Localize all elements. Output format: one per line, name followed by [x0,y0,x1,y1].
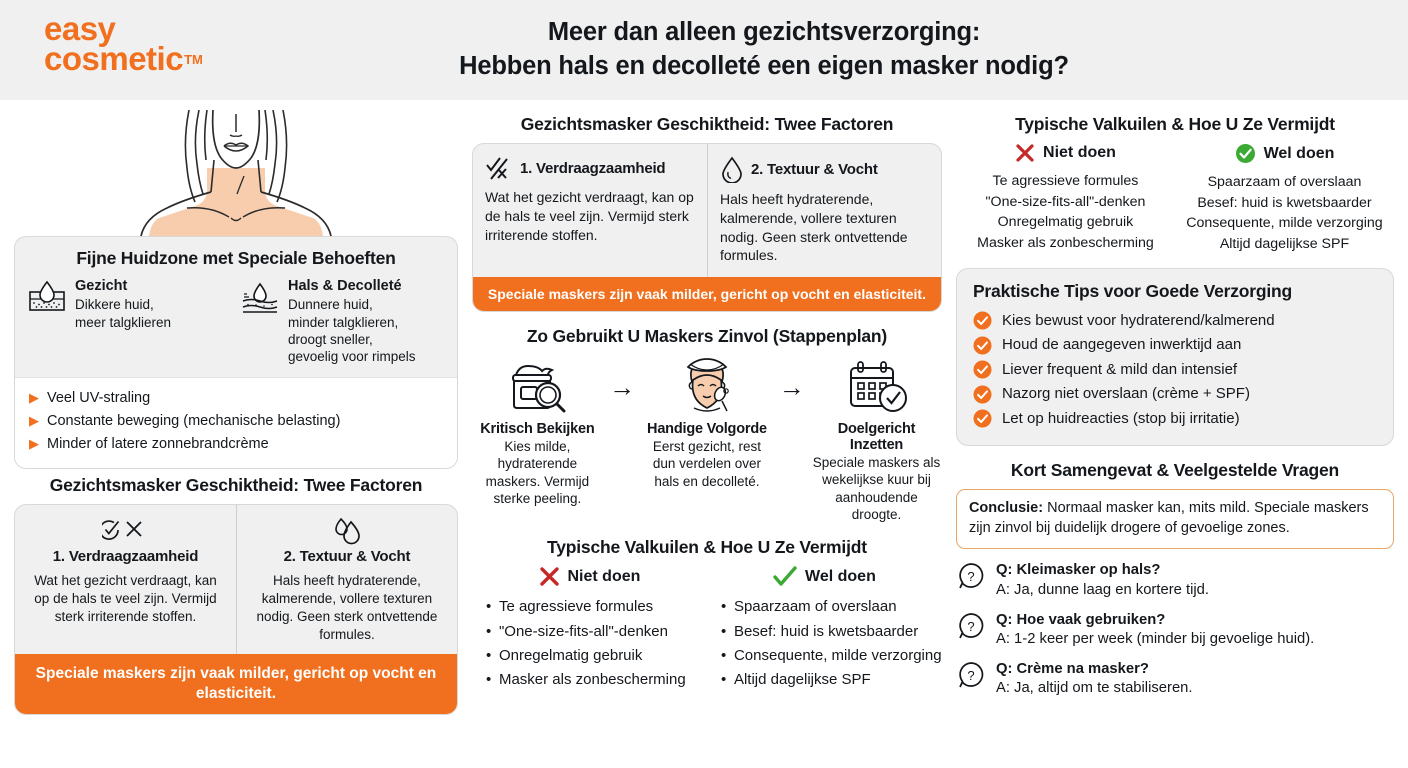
list-item: • Masker als zonbescherming [486,668,707,692]
right-pitfalls-dont-list [956,171,1175,253]
faq-answer: A: 1-2 keer per week (minder bij gevoelige huid). [995,631,1315,648]
step-heading: Handige Volgorde [647,421,767,438]
woman-neck-decollete-illustration-svg [111,110,361,236]
list-item: • Consequente, milde verzorging [721,644,942,668]
brand-logo-line1: easy [44,10,116,47]
left-factor-tolerance-label: 1. Verdraagzaamheid [52,547,199,565]
step-item [811,355,942,523]
cream-jar-magnifier-icon [502,359,572,415]
left-factor-texture [236,505,457,654]
green-check-icon [773,566,797,587]
right-pitfalls-dont-label: Niet doen [1043,144,1116,161]
thin-skin-layer-droplet-icon [240,278,280,365]
right-pitfalls-do-list [1175,172,1394,254]
red-cross-icon [1015,143,1035,163]
skin-zone-face-heading: Gezicht [75,278,128,294]
mid-factor-texture [707,144,941,277]
brand-logo [44,10,203,78]
tip-item [973,382,1377,407]
skin-zone-bullet [29,387,443,410]
droplet-icon [330,515,364,545]
conclusion-box [956,489,1394,549]
step-heading: Kritisch Bekijken [480,421,595,438]
list-item: Spaarzaam of overslaan [1207,174,1362,190]
skin-zone-bullet [29,433,443,456]
content-columns [0,100,1408,715]
page-title-line2: Hebben hals en decolleté een eigen masker nodig? [459,52,1069,80]
svg-text:?: ? [967,668,975,684]
faq-question: Q: Crème na masker? [995,661,1149,678]
faq-text [996,561,1209,599]
svg-text:?: ? [967,618,975,634]
mid-pitfalls-do-list [707,595,942,692]
mid-factor-texture-label: 2. Textuur & Vocht [750,160,878,178]
tip-label: Let op huidreacties (stop bij irritatie) [1001,409,1240,427]
question-bubble-icon [956,660,986,690]
list-item: • Te agressieve formules [486,595,707,619]
skin-zone-bullet [29,410,443,433]
tips-panel [956,268,1394,446]
steps-row [472,355,942,523]
step-body: Speciale maskers als wekelijkse kuur bij aanhoudende droogte. [812,455,941,522]
tip-label: Houd de aangegeven inwerktijd aan [1001,336,1242,354]
list-item: "One-size-fits-all"-denken [985,193,1146,210]
orange-check-circle-icon [973,385,992,404]
list-item: • Besef: huid is kwetsbaarder [721,620,942,644]
orange-check-circle-icon [973,311,992,330]
orange-triangle-icon: ▶ [29,413,39,429]
mid-factor-texture-body: Hals heeft hydraterende, kalmerende, vollere texturen nodig. Geen sterk ontvettende formules. [719,191,908,264]
steps-title: Zo Gebruikt U Maskers Zinvol (Stappenplan) [526,326,888,347]
right-pitfalls-title: Typische Valkuilen & Hoe U Ze Vermijdt [1015,114,1335,134]
mid-factor-texture-head [720,155,929,183]
orange-triangle-icon: ▶ [29,390,39,406]
list-item: Altijd dagelijkse SPF [1219,235,1350,252]
skin-zone-cell-neck [240,278,445,365]
tip-item [973,333,1377,358]
skin-zone-bullet-label: Constante beweging (mechanische belasting) [47,413,341,430]
mid-factor-tolerance-label: 1. Verdraagzaamheid [519,159,666,177]
check-cross-icon [102,515,148,545]
question-bubble-icon [956,561,986,591]
faq-list [956,561,1394,698]
left-factors-panel [14,504,458,716]
left-column [14,108,458,715]
list-item: Besef: huid is kwetsbaarder [1197,194,1372,211]
faq-title: Kort Samengevat & Veelgestelde Vragen [1010,459,1340,480]
trademark-symbol: TM [184,52,203,68]
page-header [0,0,1408,100]
right-pitfalls-do [1175,143,1394,254]
skin-zone-bullets [15,377,457,467]
mid-pitfalls-title: Typische Valkuilen & Hoe U Ze Vermijdt [547,537,867,558]
skin-zone-neck-body: Dunnere huid, minder talgklieren, droogt sneller, gevoelig voor rimpels [287,297,416,365]
left-factors-title: Gezichtsmasker Geschiktheid: Twee Factoren [49,474,423,495]
list-item: Masker als zonbescherming [977,234,1154,251]
skin-zone-panel-title: Fijne Huidzone met Speciale Behoeften [76,248,396,268]
orange-triangle-icon: ▶ [29,436,39,452]
check-cross-icon [485,155,513,181]
mid-pitfalls-do [707,566,942,692]
list-item: • Onregelmatig gebruik [486,644,707,668]
faq-item[interactable] [956,561,1394,599]
step-icon-wrap [811,355,942,419]
faq-text [996,660,1193,698]
mid-factors-panel [472,143,942,312]
tip-label: Kies bewust voor hydraterend/kalmerend [1001,311,1275,329]
step-body: Eerst gezicht, rest dun verdelen over hals en decolleté. [652,439,761,489]
faq-answer: A: Ja, dunne laag en kortere tijd. [995,581,1209,598]
tip-item [973,308,1377,333]
thick-skin-layer-droplet-icon [27,278,67,365]
faq-question: Q: Kleimasker op hals? [995,562,1161,579]
tip-item [973,357,1377,382]
left-factor-texture-label: 2. Textuur & Vocht [283,547,411,565]
tip-label: Liever frequent & mild dan intensief [1001,360,1238,378]
mid-pitfalls-dont-label: Niet doen [567,567,641,585]
list-item: • Altijd dagelijkse SPF [721,668,942,692]
tip-item [973,406,1377,431]
mid-factors-title: Gezichtsmasker Geschiktheid: Twee Factoren [520,114,894,134]
middle-column [472,108,942,715]
left-factor-tolerance-body: Wat het gezicht verdraagt, kan op de hals te veel zijn. Vermijd sterk irriterende stoffen. [34,572,217,624]
step-item [472,355,603,507]
skin-zone-bullet-label: Minder of latere zonnebrandcrème [47,436,269,453]
page-title [0,10,1408,84]
skin-zone-bullet-label: Veel UV-straling [47,390,151,407]
left-factor-texture-head [249,515,445,565]
droplet-icon [720,155,744,183]
skin-zone-panel [14,236,458,469]
mid-pitfalls-do-label: Wel doen [805,567,876,585]
step-item [642,355,773,490]
mid-factor-tolerance-head [485,155,695,181]
list-item: Consequente, milde verzorging [1186,215,1383,232]
brand-logo-line2: cosmetic [44,40,184,78]
orange-check-circle-icon [973,360,992,379]
woman-face-mask-icon [674,358,740,416]
faq-item[interactable] [956,660,1394,698]
left-factors-banner: Speciale maskers zijn vaak milder, gericht op vocht en elasticiteit. [15,654,457,714]
red-cross-icon [539,566,560,587]
skin-zone-neck-text [288,278,416,365]
skin-zone-face-text [75,278,171,365]
step-heading: Doelgericht Inzetten [837,421,916,454]
skin-zone-neck-heading: Hals & Decolleté [287,278,402,294]
hero-illustration [14,108,458,236]
left-factor-tolerance-head [27,515,224,565]
mid-pitfalls-dont [472,566,707,692]
left-factors-row [15,505,457,654]
step-arrow-icon: → [609,372,636,403]
right-column [956,108,1394,715]
green-check-circle-icon [1235,143,1256,164]
right-pitfalls-do-label: Wel doen [1263,144,1335,162]
list-item: • Spaarzaam of overslaan [721,595,942,619]
faq-text [996,611,1314,649]
right-pitfalls-row [956,143,1394,254]
mid-pitfalls-dont-list [472,595,707,692]
mid-factor-tolerance-body: Wat het gezicht verdraagt, kan op de hals te veel zijn. Vermijd sterk irriterende stoffen. [484,189,694,243]
svg-text:?: ? [967,569,975,585]
tips-title: Praktische Tips voor Goede Verzorging [972,281,1292,302]
step-icon-wrap [642,355,773,419]
skin-zone-comparison [15,278,457,377]
step-icon-wrap [472,355,603,419]
faq-item[interactable] [956,611,1394,649]
mid-pitfalls-do-head [707,566,942,587]
right-pitfalls-dont-head [956,143,1175,163]
mid-pitfalls-row [472,566,942,692]
tip-label: Nazorg niet overslaan (crème + SPF) [1001,385,1250,403]
skin-zone-face-body: Dikkere huid, meer talgklieren [75,297,172,330]
list-item: • "One-size-fits-all"-denken [486,620,707,644]
right-pitfalls-do-head [1175,143,1394,164]
skin-zone-cell-face [27,278,232,365]
right-pitfalls-dont [956,143,1175,254]
question-bubble-icon [956,611,986,641]
list-item: Onregelmatig gebruik [997,214,1134,231]
orange-check-circle-icon [973,336,992,355]
mid-factors-banner: Speciale maskers zijn vaak milder, gericht op vocht en elasticiteit. [473,277,941,311]
step-body: Kies milde, hydraterende maskers. Vermijd sterke peeling. [485,439,590,506]
mid-factors-row [473,144,941,277]
mid-factor-tolerance [473,144,707,277]
page-title-line1: Meer dan alleen gezichtsverzorging: [547,18,981,47]
mid-pitfalls-dont-head [472,566,707,587]
orange-check-circle-icon [973,409,992,428]
faq-question: Q: Hoe vaak gebruiken? [995,611,1166,628]
conclusion-body: Normaal masker kan, mits mild. Speciale maskers zijn zinvol bij duidelijk drogere of gevoelige zones. [968,499,1369,536]
left-factor-tolerance [15,505,236,654]
conclusion-label: Conclusie: [968,499,1044,516]
faq-answer: A: Ja, altijd om te stabiliseren. [995,680,1193,697]
calendar-check-icon [844,359,910,415]
step-arrow-icon: → [778,372,805,403]
list-item: Te agressieve formules [992,173,1139,189]
left-factor-texture-body: Hals heeft hydraterende, kalmerende, vollere texturen nodig. Geen sterk ontvettende formules. [256,572,438,642]
